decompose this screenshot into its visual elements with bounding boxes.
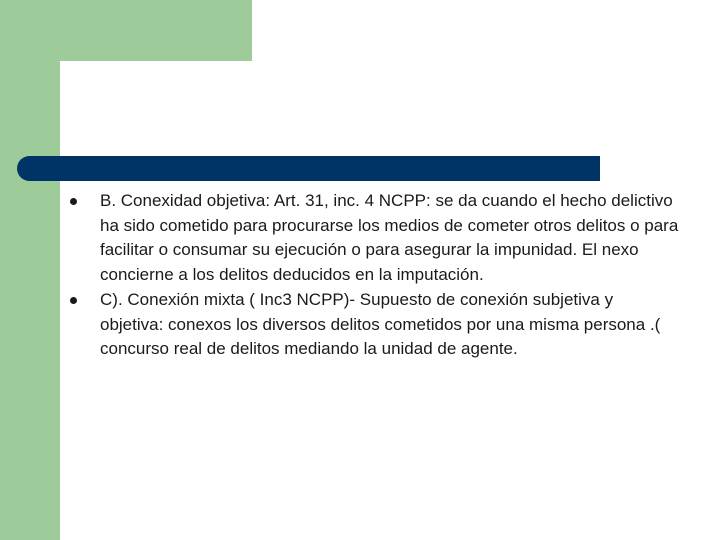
- bullet-item: [70, 288, 680, 362]
- title-bar: [17, 156, 600, 181]
- bullet-item: [70, 189, 680, 287]
- bullet-text: B. Conexidad objetiva: Art. 31, inc. 4 NCPP: se da cuando el hecho delictivo ha sido cometido para procurarse los medios de cometer otros delitos o para facilitar o consumar su ejecución o para asegurar la impunidad. El nexo concierne a los delitos deducidos en la imputación.: [100, 191, 679, 284]
- bullet-text: C). Conexión mixta ( Inc3 NCPP)- Supuesto de conexión subjetiva y objetiva: conexos los diversos delitos cometidos por una misma persona .( concurso real de delitos mediando la unidad de agente.: [100, 290, 661, 358]
- decorative-rounded-corner: [60, 61, 120, 121]
- bullet-dot-icon: [70, 198, 77, 205]
- bullet-dot-icon: [70, 297, 77, 304]
- slide-body: [70, 189, 680, 363]
- decorative-green-left-band: [0, 0, 60, 540]
